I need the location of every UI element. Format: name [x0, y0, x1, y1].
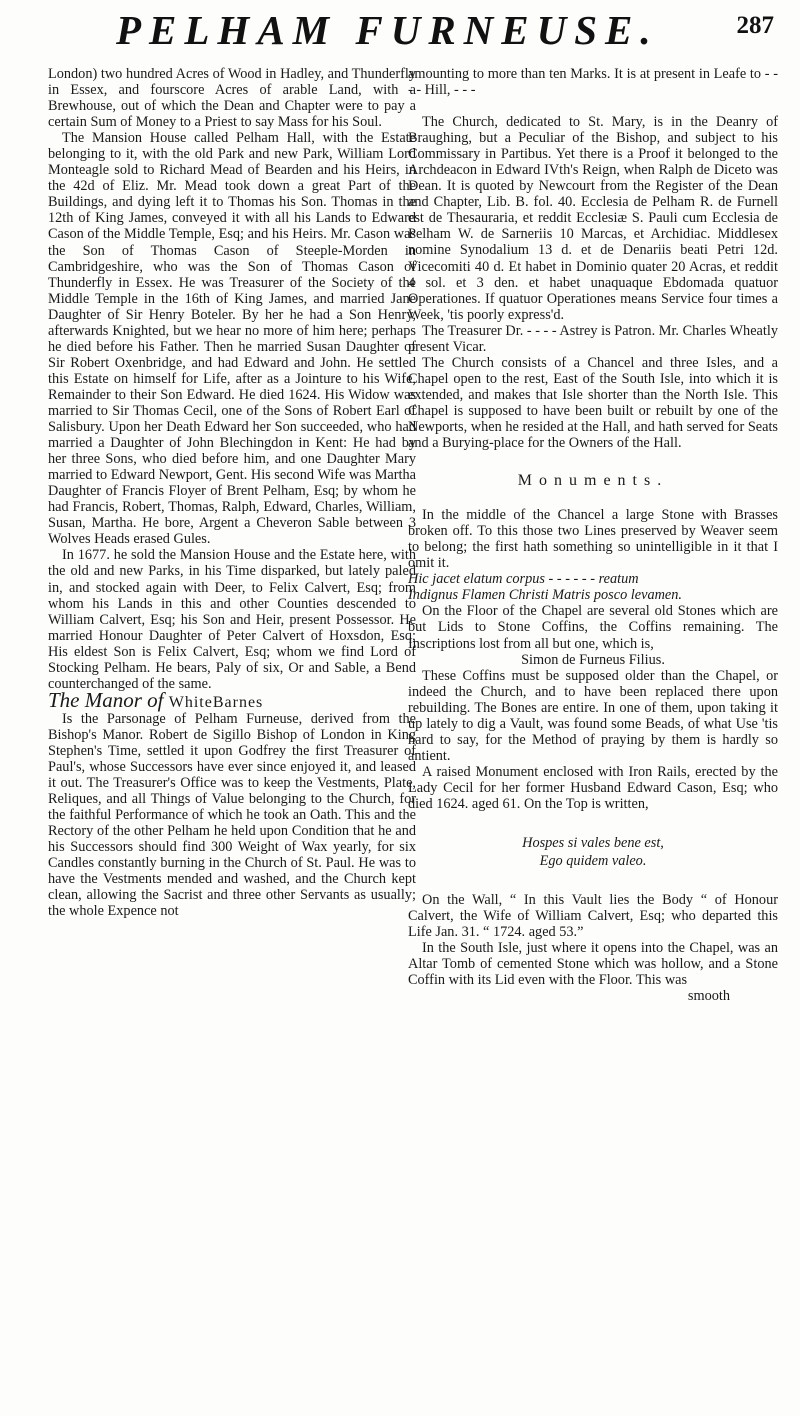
right-column — [408, 66, 778, 1004]
verse-line: Ego quidem valeo. — [539, 853, 647, 870]
inscription-line: Hic jacet elatum corpus - - - - - - reatum — [408, 571, 639, 588]
paragraph: In the middle of the Chancel a large Stone with Brasses broken off. To this those two Lines preserved by Weaver seem to belong; the first hath something so unintelligible in it that I omit it. — [408, 507, 778, 572]
section-heading-caps: WhiteBarnes — [168, 693, 264, 711]
page-number: 287 — [736, 12, 774, 39]
paragraph: The Church, dedicated to St. Mary, is in the Deanry of Braughing, but a Peculiar of the Bishop, and subject to his Commissary in Partibus. Yet there is a Proof it belonged to the Archdeacon in Edward IVth's Reign, when Ralph de Diceto was Dean. It is quoted by Newcourt from the Register of the Dean and Chapter, Lib. B. fol. 40. Ecclesia de Pelham R. de Furnell est de Thesauraria, et reddit Ecclesiæ S. Pauli cum Ecclesia de Pelham W. de Sarneriis 10 Marcas, et Archidiac. Middlesex nomine Synodalium 13 d. et de Denariis beati Petri 12d. Vicecomiti 40 d. Et habet in Dominio quater 20 Acras, et reddit 4 sol. et 3 den. et habet unaquaque Ebdomada quatuor Operationes. If quatuor Operationes means Service four times a Week, 'tis poorly express'd. — [408, 114, 778, 323]
section-heading — [48, 687, 416, 712]
paragraph: London) two hundred Acres of Wood in Hadley, and Thunderfly in Essex, and fourscore Acres of arable Land, with a Brewhouse, out of which the Dean and Chapter were to pay a certain Sum of Money to a Priest to say Mass for his Soul. — [48, 66, 416, 131]
latin-inscription — [408, 571, 778, 603]
paragraph: On the Floor of the Chapel are several old Stones which are but Lids to Stone Coffins, the Coffins remaining. The Inscriptions lost from all but one, which is, — [408, 603, 778, 652]
monuments-heading: Monuments. — [517, 472, 669, 490]
coffin-inscription: Simon de Furneus Filius. — [521, 651, 665, 668]
paragraph: On the Wall, “ In this Vault lies the Body “ of Honour Calvert, the Wife of William Calvert, Esq; who departed this Life Jan. 31. “ 1724. aged 53.” — [408, 892, 778, 941]
paragraph: A raised Monument enclosed with Iron Rails, erected by the Lady Cecil for her former Husband Edward Cason, Esq; who died 1624. aged 61. On the Top is written, — [408, 763, 778, 812]
verse-line: Hospes si vales bene est, — [522, 835, 664, 852]
paragraph: The Church consists of a Chancel and three Isles, and a Chapel open to the rest, East of the South Isle, into which it is extended, and makes that Isle shorter than the North Isle. This Chapel is supposed to have been built or rebuilt by one of the Newports, when he resided at the Hall, and hath served for Seats and a Burying-place for the Owners of the Hall. — [408, 354, 778, 452]
left-column — [48, 66, 416, 919]
section-heading-italic: The Manor of — [48, 687, 164, 712]
page-header — [38, 4, 780, 64]
catchword: smooth — [687, 988, 730, 1005]
paragraph: amounting to more than ten Marks. It is at present in Leafe to - - - - Hill, - - - — [408, 66, 778, 99]
paragraph: The Mansion House called Pelham Hall, with the Estate belonging to it, with the old Park and new Park, William Lord Monteagle sold to Richard Mead of Bearden and his Heirs, in the 42d of Eliz. Mr. Mead took down a great Part of the Buildings, and dying left it to Thomas his Son. Thomas in the 12th of King James, conveyed it with all his Lands to Edward Cason of the Middle Temple, Esq; and his Heirs. Mr. Cason was the Son of Thomas Cason of Steeple-Morden in Cambridgeshire, who was the Son of Thomas Cason of Thunderfly in Essex. He was Treasurer of the Society of the Middle Temple in the 16th of King James, and married Jane Daughter of Sir Henry Boteler. By her he had a Son Henry, afterwards Knighted, but we hear no more of him here; perhaps he died before his Father. Then he married Susan Daughter of Sir Robert Oxenbridge, and had Edward and John. He settled this Estate on himself for Life, after as a Jointure to his Wife, Remainder to their Son Edward. He died 1624. His Widow was married to Sir Thomas Cecil, one of the Sons of Robert Earl of Salisbury. Upon her Death Edward her Son succeeded, who had married a Daughter of John Blechingdon in Kent: He had by her three Sons, who died before him, and one Daughter Mary married to Edward Newport, Gent. His second Wife was Martha Daughter of Francis Floyer of Brent Pelham, Esq; by whom he had Francis, Robert, Thomas, Ralph, Edward, Charles, William, Susan, Martha. He bore, Argent a Cheveron Sable between 3 Wolves Heads erased Gules. — [48, 130, 416, 548]
paragraph: In 1677. he sold the Mansion House and the Estate here, with the old and new Parks, in his Time disparked, but lately paled in, and stocked again with Deer, to Felix Calvert, Esq; from whom his Lands in this and other Counties descended to William Calvert, Esq; his Son and Heir, present Possessor. He married Honour Daughter of Peter Calvert of Hoxsdon, Esq; His eldest Son is Felix Calvert, Esq; whom we find Lord of Stocking Pelham. He bears, Paly of six, Or and Sable, a Bend counterchanged of the same. — [48, 547, 416, 692]
running-title: PELHAM FURNEUSE. — [116, 7, 659, 53]
paragraph: Is the Parsonage of Pelham Furneuse, derived from the Bishop's Manor. Robert de Sigillo Bishop of London in King Stephen's Time, settled it upon Godfrey the first Treasurer of Paul's, whose Successors have ever since enjoyed it, and leased it out. The Treasurer's Office was to keep the Vestments, Plate, Reliques, and all Things of Value belonging to the Church, for the faithful Performance of which he took an Oath. This and the Rectory of the other Pelham he held upon Condition that he and his Successors should find 300 Weight of Wax yearly, for six Candles constantly burning in the Church of St. Paul. He was to have the Vestments mended and washed, and the Church kept clean, allowing the Sacrist and three other Servants as usually; the whole Expence not — [48, 710, 416, 920]
inscription-line: Indignus Flamen Christi Matris poscо levamen. — [408, 587, 683, 604]
paragraph: These Coffins must be supposed older than the Chapel, or indeed the Church, and to have been replaced there upon rebuilding. The Bones are entire. In one of them, upon taking it up lately to dig a Vault, was found some Beads, of what Use 'tis hard to say, for the Method of praying by them is hardly so antient. — [408, 667, 778, 764]
paragraph: In the South Isle, just where it opens into the Chapel, was an Altar Tomb of cemented Stone which was hollow, and a Stone Coffin with its Lid even with the Floor. This was — [408, 940, 778, 989]
paragraph: The Treasurer Dr. - - - - Astrey is Patron. Mr. Charles Wheatly present Vicar. — [408, 322, 778, 355]
monument-verse — [408, 834, 778, 870]
